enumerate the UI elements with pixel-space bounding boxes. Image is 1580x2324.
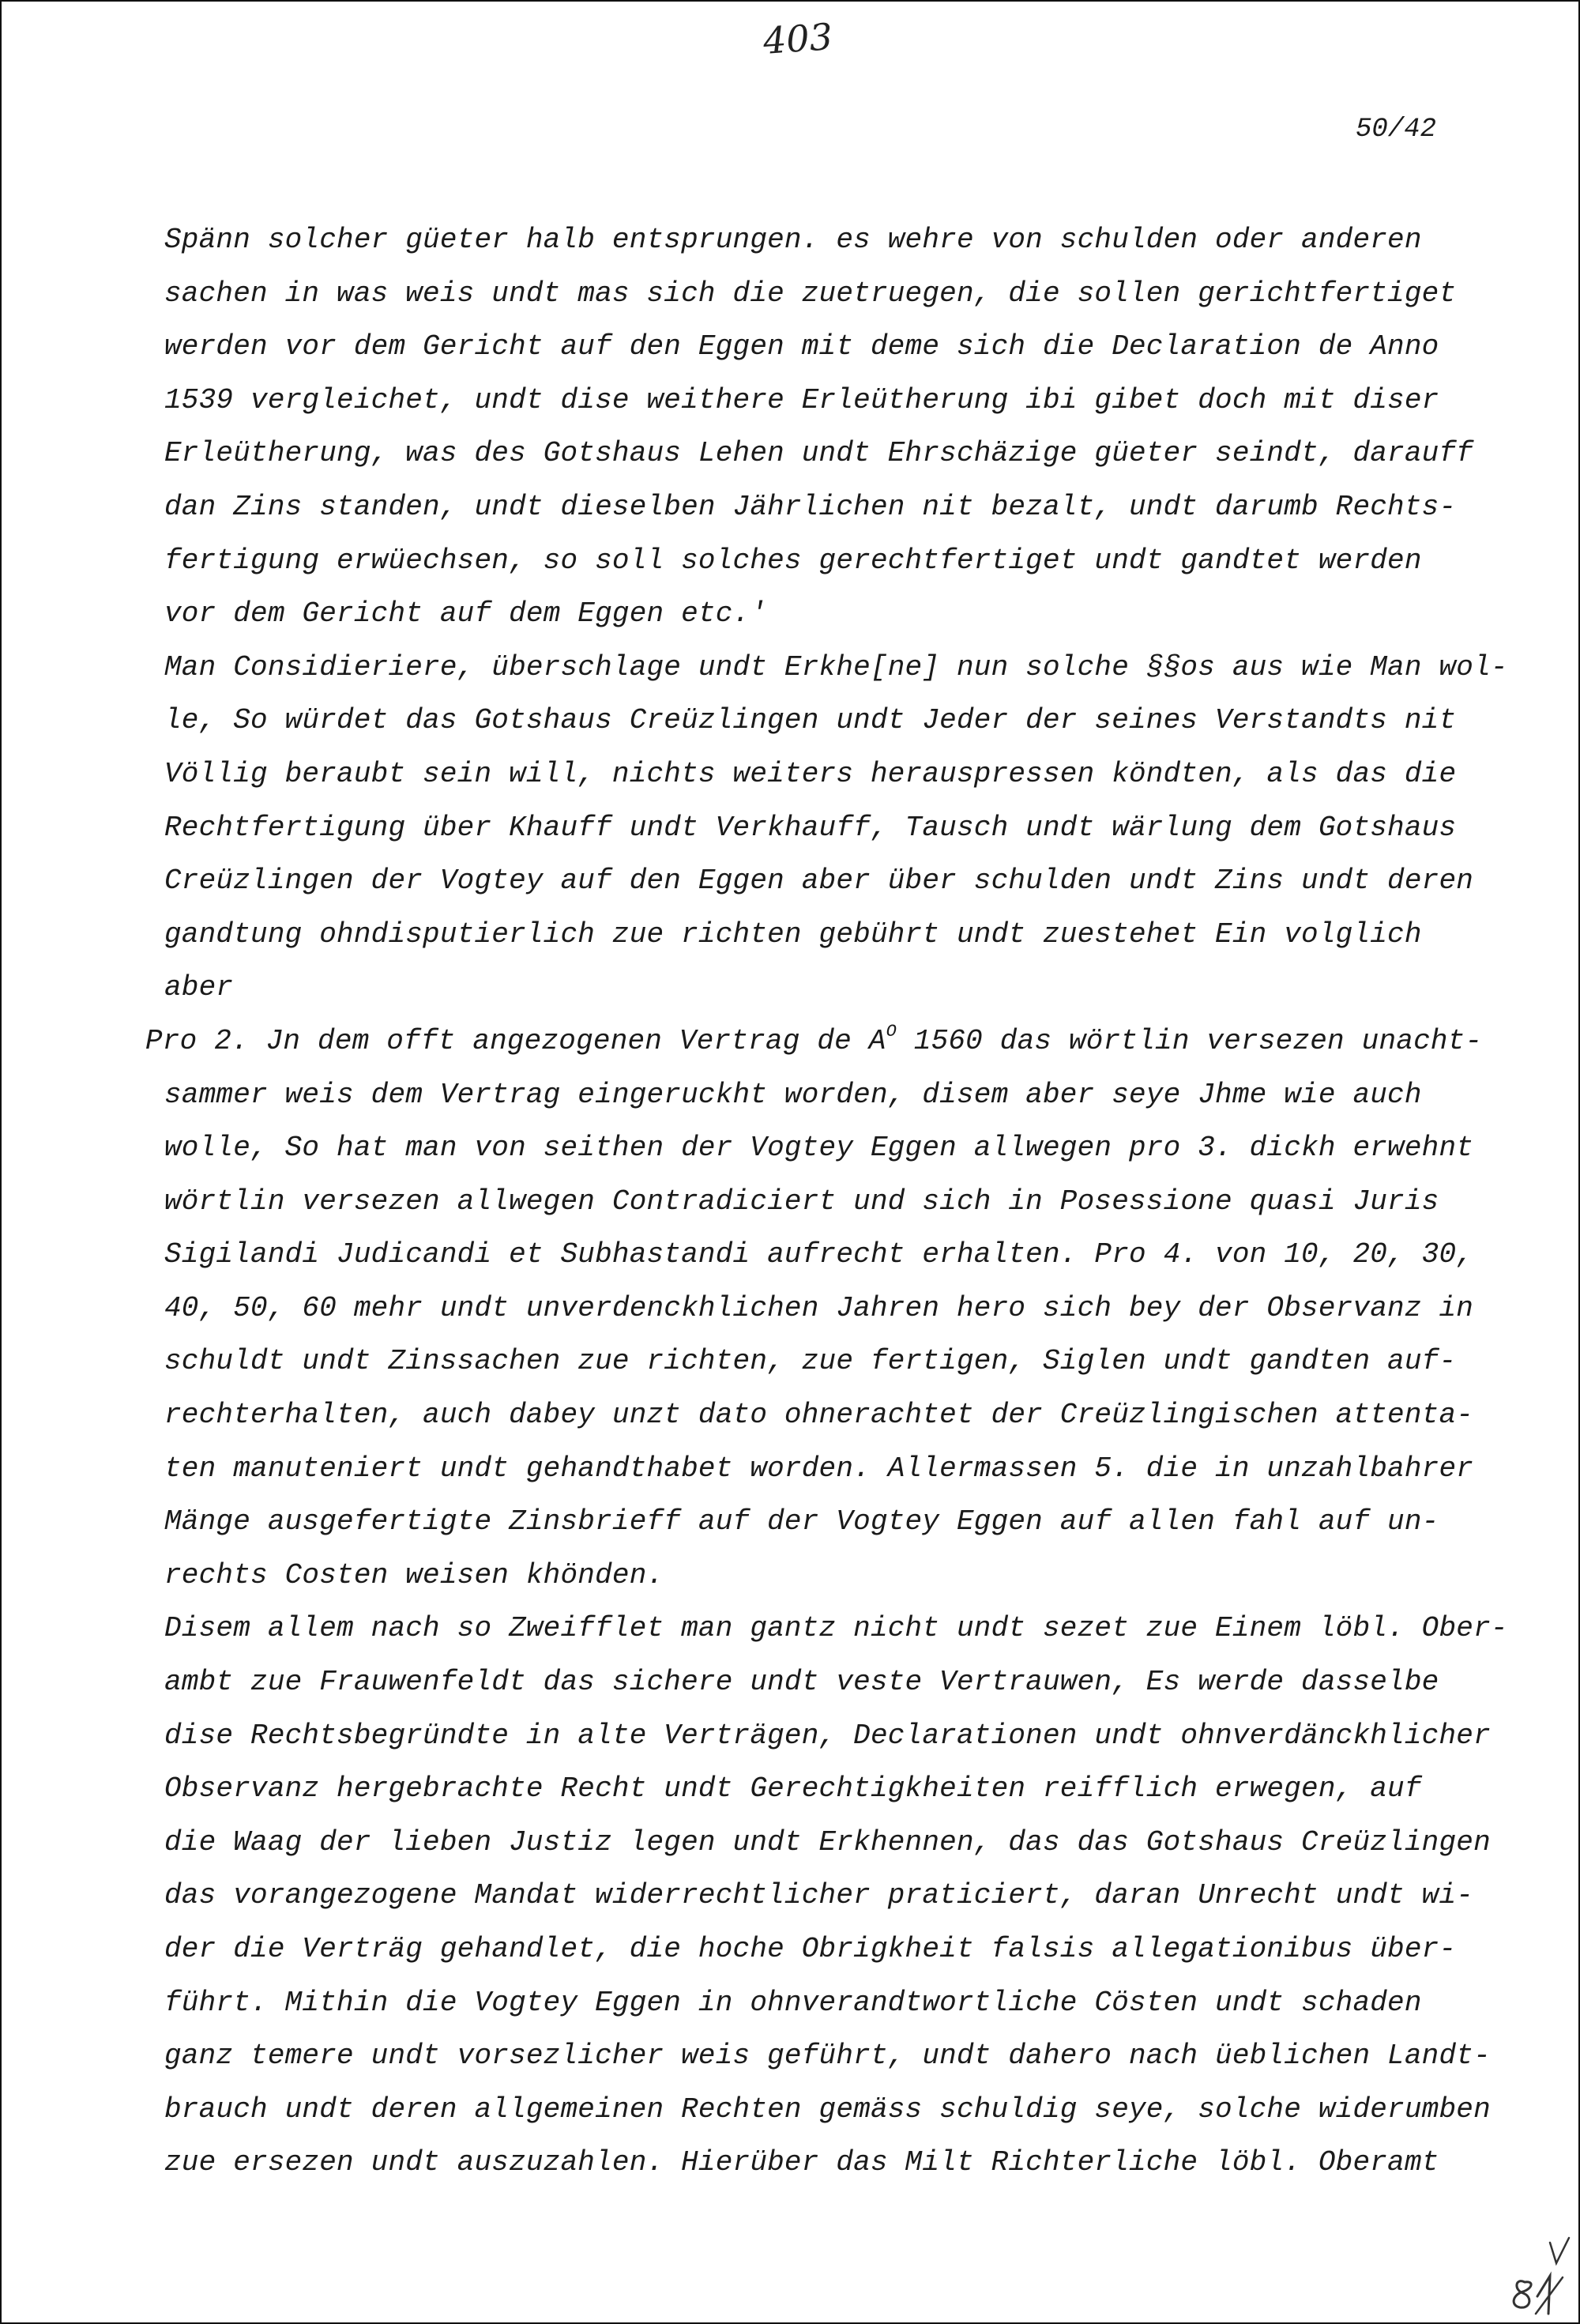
text-line: schuldt undt Zinssachen zue richten, zue fertigen, Siglen undt gandten auf- — [164, 1345, 1457, 1378]
text-line: dise Rechtsbegründte in alte Verträgen, Declarationen undt ohnverdänckhlicher — [164, 1719, 1491, 1752]
handwritten-corner-mark — [1501, 2236, 1572, 2315]
text-line: Mänge ausgefertigte Zinsbrieff auf der Vogtey Eggen auf allen fahl auf un- — [164, 1505, 1439, 1539]
text-line: rechterhalten, auch dabey unzt dato ohnerachtet der Creüzlingischen attenta- — [164, 1399, 1474, 1432]
text-line: werden vor dem Gericht auf den Eggen mit deme sich die Declaration de Anno — [164, 330, 1439, 363]
text-line: führt. Mithin die Vogtey Eggen in ohnverandtwortliche Cösten undt schaden — [164, 1986, 1422, 2019]
text-line: aber — [164, 971, 234, 1004]
text-line: Sigilandi Judicandi et Subhastandi aufrecht erhalten. Pro 4. von 10, 20, 30, — [164, 1238, 1474, 1271]
folio-number: 50/42 — [1355, 115, 1436, 145]
text-line: Man Considieriere, überschlage undt Erkhe[ne] nun solche §§os aus wie Man wol- — [164, 650, 1508, 684]
text-line: dan Zins standen, undt dieselben Jährlichen nit bezalt, undt darumb Rechts- — [164, 490, 1457, 523]
text-line: ten manuteniert undt gehandthabet worden. Allermassen 5. die in unzahlbahrer — [164, 1452, 1474, 1485]
text-line: 1539 vergleichet, undt dise weithere Erleütherung ibi gibet doch mit diser — [164, 383, 1439, 416]
text-line: Disem allem nach so Zweifflet man gantz nicht undt sezet zue Einem löbl. Ober- — [164, 1612, 1508, 1645]
text-line: das vorangezogene Mandat widerrechtlicher praticiert, daran Unrecht undt wi- — [164, 1879, 1474, 1912]
document-body — [145, 213, 1508, 2190]
handwritten-page-number: 403 — [762, 15, 834, 62]
text-line: Creüzlingen der Vogtey auf den Eggen aber über schulden undt Zins undt deren — [164, 864, 1474, 898]
text-line: Spänn solcher güeter halb entsprungen. es wehre von schulden oder anderen — [164, 224, 1422, 256]
pro-2-prefix: Pro 2. Jn dem offt angezogenen Vertrag de A — [145, 1024, 886, 1057]
text-line: vor dem Gericht auf dem Eggen etc.' — [164, 597, 768, 631]
text-line: zue ersezen undt auszuzahlen. Hierüber das Milt Richterliche löbl. Oberamt — [164, 2146, 1439, 2179]
text-line: die Waag der lieben Justiz legen undt Erkhennen, das das Gotshaus Creüzlingen — [164, 1825, 1491, 1859]
text-line: gandtung ohndisputierlich zue richten gebührt undt zuestehet Ein volglich — [164, 917, 1422, 951]
text-line: Völlig beraubt sein will, nichts weiters herauspressen köndten, als das die — [164, 757, 1457, 790]
text-line: der die Verträg gehandlet, die hoche Obrigkheit falsis allegationibus über- — [164, 1933, 1457, 1965]
text-line: sachen in was weis undt mas sich die zuetruegen, die sollen gerichtfertiget — [164, 277, 1457, 310]
text-line: ganz temere undt vorsezlicher weis geführt, undt dahero nach üeblichen Landt- — [164, 2040, 1491, 2073]
pro-2-suffix: 1560 das wörtlin versezen unacht- — [896, 1024, 1483, 1057]
text-line: le, So würdet das Gotshaus Creüzlingen undt Jeder der seines Verstandts nit — [164, 704, 1457, 737]
text-line: wolle, So hat man von seithen der Vogtey Eggen allwegen pro 3. dickh erwehnt — [164, 1132, 1474, 1165]
text-line: ambt zue Frauwenfeldt das sichere undt veste Vertrauwen, Es werde dasselbe — [164, 1666, 1439, 1699]
text-line: Rechtfertigung über Khauff undt Verkhauff, Tausch undt wärlung dem Gotshaus — [164, 811, 1457, 844]
text-line: 40, 50, 60 mehr undt unverdenckhlichen Jahren hero sich bey der Observanz in — [164, 1291, 1474, 1324]
text-line: sammer weis dem Vertrag eingeruckht worden, disem aber seye Jhme wie auch — [164, 1078, 1422, 1111]
text-line: Observanz hergebrachte Recht undt Gerechtigkheiten reifflich erwegen, auf — [164, 1772, 1422, 1806]
text-line: brauch undt deren allgemeinen Rechten gemäss schuldig seye, solche widerumben — [164, 2092, 1491, 2126]
text-line: fertigung erwüechsen, so soll solches gerechtfertiget undt gandtet werden — [164, 544, 1422, 577]
superscript-o: O — [886, 1021, 897, 1041]
text-line: rechts Costen weisen khönden. — [164, 1558, 664, 1591]
text-line: wörtlin versezen allwegen Contradiciert und sich in Posessione quasi Juris — [164, 1185, 1439, 1218]
text-line: Erleütherung, was des Gotshaus Lehen undt Ehrschäzige güeter seindt, darauff — [164, 437, 1474, 470]
pro-2-line — [145, 1015, 1499, 1068]
